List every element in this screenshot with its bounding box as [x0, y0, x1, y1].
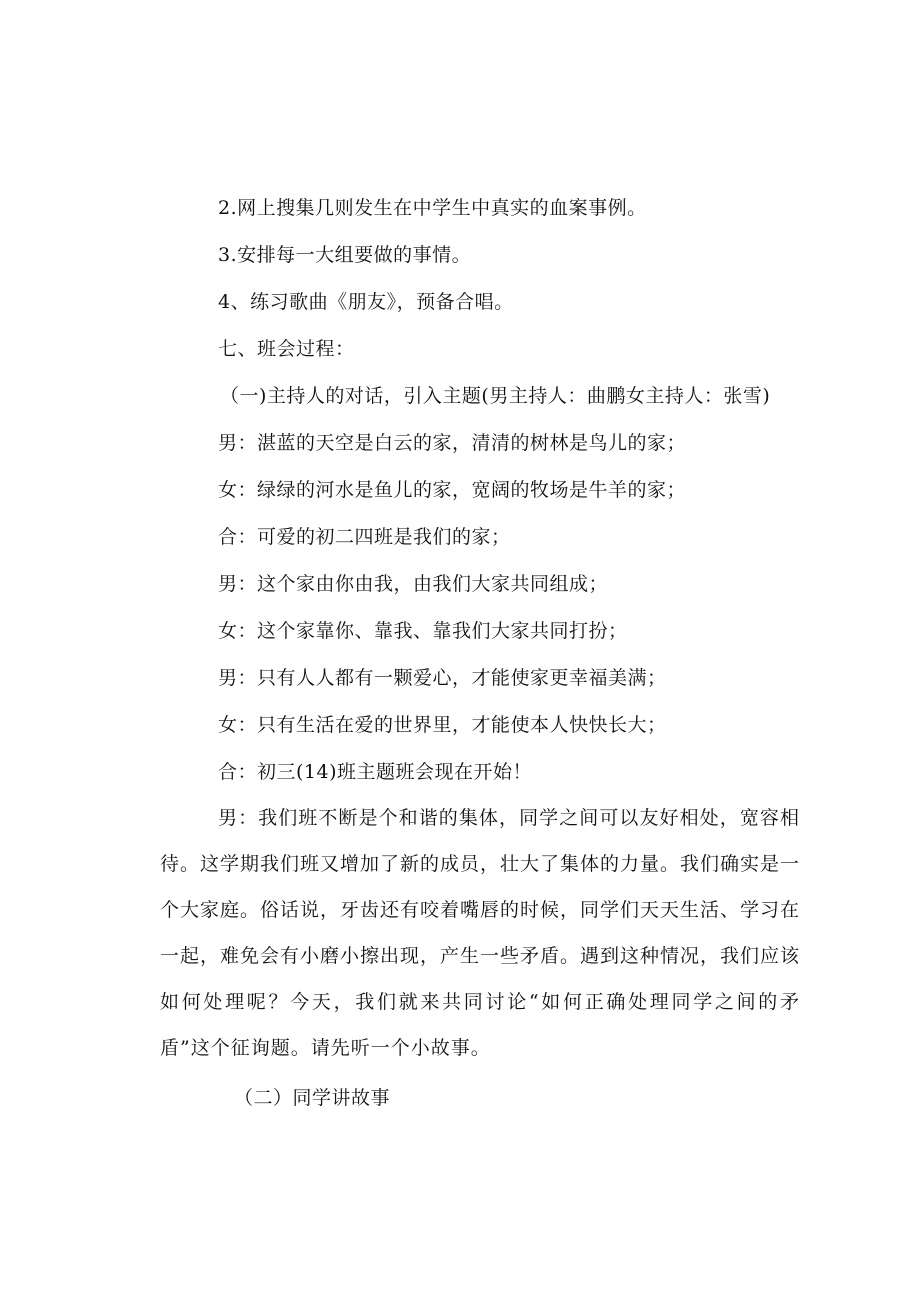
subsection-heading-host-dialogue: （一)主持人的对话，引入主题(男主持人：曲鹏女主持人：张雪)	[220, 385, 771, 407]
section-heading-story: （二）同学讲故事	[234, 1087, 391, 1109]
body-paragraph: 男：我们班不断是个和谐的集体，同学之间可以友好相处，宽容相待。这学期我们班又增加了新的成员，壮大了集体的力量。我们确实是一个大家庭。俗话说，牙齿还有咬着嘴唇的时候，同学们天天生活、学习在一起，难免会有小磨小擦出现，产生一些矛盾。遇到这种情况，我们应该如何处理呢？今天，我们就来共同讨论“如何正确处理同学之间的矛盾”这个征询题。请先听一个小故事。	[160, 807, 801, 1059]
dialogue-line-female-2: 女：这个家靠你、靠我、靠我们大家共同打扮；	[218, 620, 628, 642]
text-line-prep-2: 2.网上搜集几则发生在中学生中真实的血案事例。	[218, 197, 647, 219]
dialogue-line-male-2: 男：这个家由你由我，由我们大家共同组成；	[218, 573, 609, 595]
dialogue-line-together-2: 合：初三(14)班主题班会现在开始！	[218, 761, 533, 783]
dialogue-line-male-1: 男：湛蓝的天空是白云的家，清清的树林是鸟儿的家；	[218, 432, 687, 454]
section-heading-meeting-process: 七、班会过程：	[218, 338, 355, 360]
dialogue-line-male-3: 男：只有人人都有一颗爱心，才能使家更幸福美满；	[218, 667, 667, 689]
text-line-prep-3: 3.安排每一大组要做的事情。	[218, 244, 472, 266]
text-line-prep-4: 4、练习歌曲《朋友》，预备合唱。	[218, 291, 514, 313]
dialogue-line-female-1: 女：绿绿的河水是鱼儿的家，宽阔的牧场是牛羊的家；	[218, 479, 687, 501]
dialogue-line-together-1: 合：可爱的初二四班是我们的家；	[218, 526, 511, 548]
dialogue-line-female-3: 女：只有生活在爱的世界里，才能使本人快快长大；	[218, 714, 667, 736]
